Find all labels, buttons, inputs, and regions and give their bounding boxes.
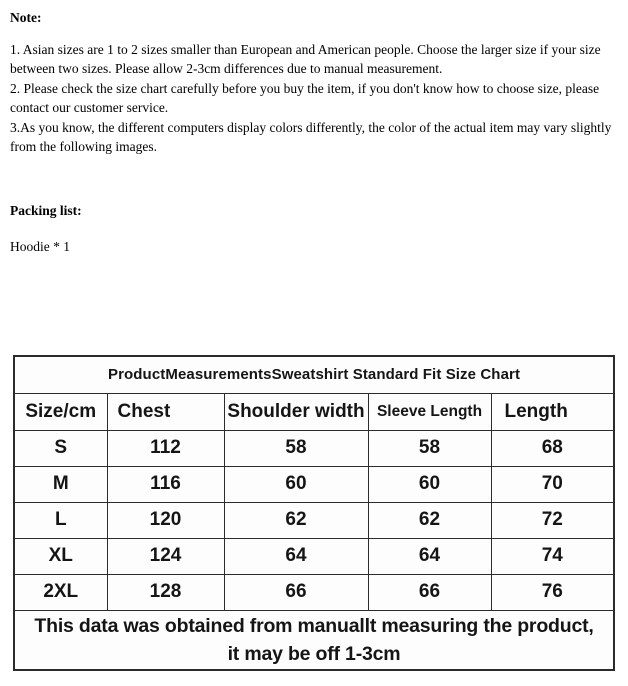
chest-cell: 112	[107, 430, 224, 466]
size-chart-title: ProductMeasurementsSweatshirt Standard Fit Size Chart	[14, 356, 614, 394]
table-row-xl	[14, 538, 614, 574]
size-chart-table	[13, 355, 615, 671]
notes-body	[10, 40, 616, 157]
length-cell: 68	[491, 430, 614, 466]
chest-cell: 128	[107, 574, 224, 610]
notes-section	[10, 8, 616, 157]
size-cell: 2XL	[14, 574, 107, 610]
packing-heading: Packing list:	[10, 202, 82, 218]
chest-cell: 116	[107, 466, 224, 502]
packing-section	[10, 201, 616, 257]
size-chart-footnote	[14, 610, 614, 670]
column-header-length: Length	[491, 393, 614, 430]
length-cell: 74	[491, 538, 614, 574]
note-item-3: 3.As you know, the different computers display colors differently, the color of the actual item may vary slightly from the following images.	[10, 119, 612, 154]
sleeve-cell: 66	[368, 574, 491, 610]
shoulder-cell: 66	[224, 574, 368, 610]
column-header-sleeve-length: Sleeve Length	[368, 393, 491, 430]
packing-item: Hoodie * 1	[10, 239, 70, 254]
shoulder-cell: 62	[224, 502, 368, 538]
sleeve-cell: 58	[368, 430, 491, 466]
table-row-m	[14, 466, 614, 502]
notes-heading: Note:	[10, 10, 42, 25]
chest-cell: 124	[107, 538, 224, 574]
sleeve-cell: 64	[368, 538, 491, 574]
size-cell: S	[14, 430, 107, 466]
column-header-shoulder-width: Shoulder width	[224, 393, 368, 430]
table-row-l	[14, 502, 614, 538]
column-header-size: Size/cm	[14, 393, 107, 430]
size-cell: L	[14, 502, 107, 538]
shoulder-cell: 64	[224, 538, 368, 574]
size-chart-footnote-row	[14, 610, 614, 670]
size-cell: M	[14, 466, 107, 502]
footnote-line-1: This data was obtained from manuallt measuring the product,	[34, 614, 594, 637]
table-row-2xl	[14, 574, 614, 610]
size-chart-title-row	[14, 356, 614, 394]
sleeve-cell: 62	[368, 502, 491, 538]
length-cell: 70	[491, 466, 614, 502]
footnote-line-2: it may be off 1-3cm	[227, 642, 401, 665]
chest-cell: 120	[107, 502, 224, 538]
note-item-1: 1. Asian sizes are 1 to 2 sizes smaller than European and American people. Choose the larger size if your size between two sizes. Please allow 2-3cm differences due to manual measurement.	[10, 41, 601, 76]
size-chart-header-row	[14, 393, 614, 430]
size-cell: XL	[14, 538, 107, 574]
shoulder-cell: 60	[224, 466, 368, 502]
length-cell: 76	[491, 574, 614, 610]
length-cell: 72	[491, 502, 614, 538]
shoulder-cell: 58	[224, 430, 368, 466]
note-item-2: 2. Please check the size chart carefully before you buy the item, if you don't know how to choose size, please contact our customer service.	[10, 80, 600, 115]
sleeve-cell: 60	[368, 466, 491, 502]
column-header-chest: Chest	[107, 393, 224, 430]
table-row-s	[14, 430, 614, 466]
